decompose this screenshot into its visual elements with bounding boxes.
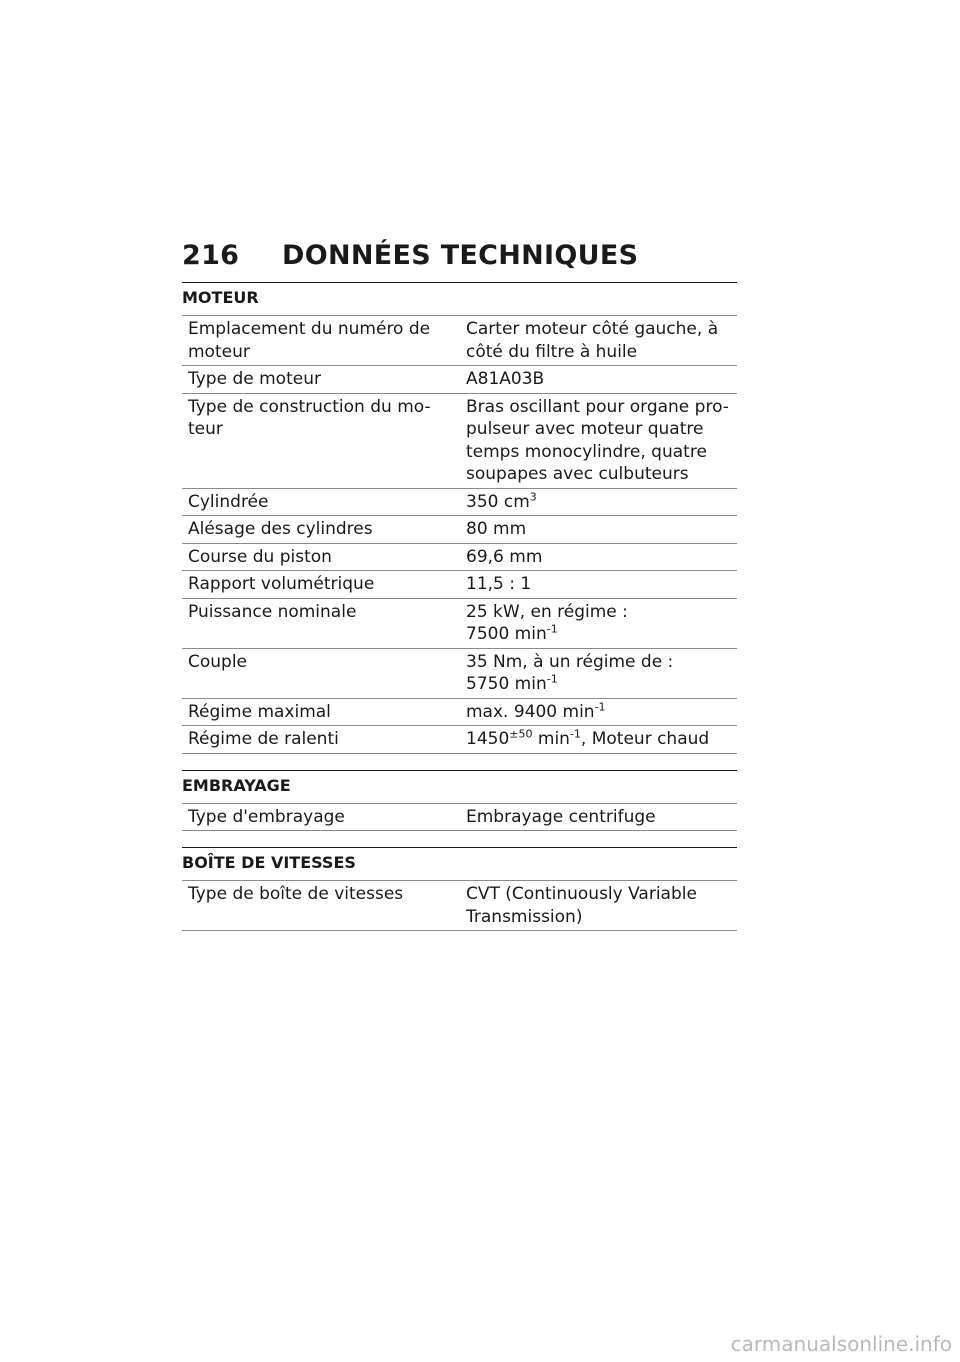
spec-value: 11,5 : 1	[460, 571, 737, 599]
value-line	[466, 673, 731, 696]
table-row	[182, 726, 737, 754]
table-row	[182, 516, 737, 544]
spec-label: Puissance nominale	[182, 598, 460, 648]
spec-value: Carter moteur côté gauche, à côté du filtre à huile	[460, 316, 737, 366]
table-row	[182, 698, 737, 726]
spec-label: Couple	[182, 648, 460, 698]
section-gap	[182, 754, 737, 770]
spec-label: Alésage des cylindres	[182, 516, 460, 544]
spec-page	[182, 240, 737, 931]
spec-value	[460, 598, 737, 648]
value-superscript: 3	[529, 489, 537, 503]
spec-value	[460, 488, 737, 516]
page-number: 216	[182, 240, 240, 271]
spec-label: Cylindrée	[182, 488, 460, 516]
value-line: 25 kW, en régime :	[466, 601, 628, 622]
value-text: max. 9400 min	[466, 701, 595, 722]
table-row	[182, 488, 737, 516]
spec-label: Régime maximal	[182, 698, 460, 726]
spec-value	[460, 698, 737, 726]
spec-label: Type de construction du mo-teur	[182, 393, 460, 488]
spec-value: 80 mm	[460, 516, 737, 544]
table-row	[182, 598, 737, 648]
spec-value: Bras oscillant pour organe pro-pulseur avec moteur quatre temps monocylindre, quatre soupapes avec culbuteurs	[460, 393, 737, 488]
spec-table-embrayage	[182, 803, 737, 832]
spec-value	[460, 648, 737, 698]
section-title-boite: BOÎTE DE VITESSES	[182, 847, 737, 880]
value-line	[466, 623, 731, 646]
table-row	[182, 543, 737, 571]
table-row	[182, 881, 737, 931]
table-row	[182, 648, 737, 698]
table-row	[182, 316, 737, 366]
spec-label: Type de moteur	[182, 366, 460, 394]
watermark-text: carmanualsonline.info	[730, 1332, 952, 1356]
spec-table-moteur	[182, 315, 737, 754]
table-row	[182, 393, 737, 488]
spec-value: Embrayage centrifuge	[460, 803, 737, 831]
spec-label: Emplacement du numéro de moteur	[182, 316, 460, 366]
table-row	[182, 366, 737, 394]
spec-table-boite	[182, 880, 737, 931]
section-title-embrayage: EMBRAYAGE	[182, 770, 737, 803]
spec-value: A81A03B	[460, 366, 737, 394]
value-superscript: -1	[569, 727, 581, 741]
spec-label: Rapport volumétrique	[182, 571, 460, 599]
value-superscript: ±50	[509, 727, 533, 741]
value-superscript: -1	[546, 672, 558, 686]
value-text: , Moteur chaud	[580, 729, 710, 749]
value-text: 7500 min	[466, 624, 547, 644]
value-text: min	[532, 729, 570, 749]
spec-value: 69,6 mm	[460, 543, 737, 571]
section-gap	[182, 831, 737, 847]
page-heading	[182, 240, 737, 282]
value-text: 1450	[466, 729, 510, 749]
value-text: 350 cm	[466, 491, 530, 512]
spec-label: Type de boîte de vitesses	[182, 881, 460, 931]
table-row	[182, 803, 737, 831]
table-row	[182, 571, 737, 599]
spec-label: Course du piston	[182, 543, 460, 571]
value-text: 5750 min	[466, 674, 547, 694]
spec-label: Type d'embrayage	[182, 803, 460, 831]
section-title-moteur: MOTEUR	[182, 282, 737, 315]
value-superscript: -1	[546, 622, 558, 636]
value-line: 35 Nm, à un régime de :	[466, 651, 674, 672]
page-title: DONNÉES TECHNIQUES	[282, 240, 639, 271]
value-superscript: -1	[594, 699, 606, 713]
spec-value	[460, 726, 737, 754]
spec-value: CVT (Continuously Variable Transmission)	[460, 881, 737, 931]
spec-label: Régime de ralenti	[182, 726, 460, 754]
